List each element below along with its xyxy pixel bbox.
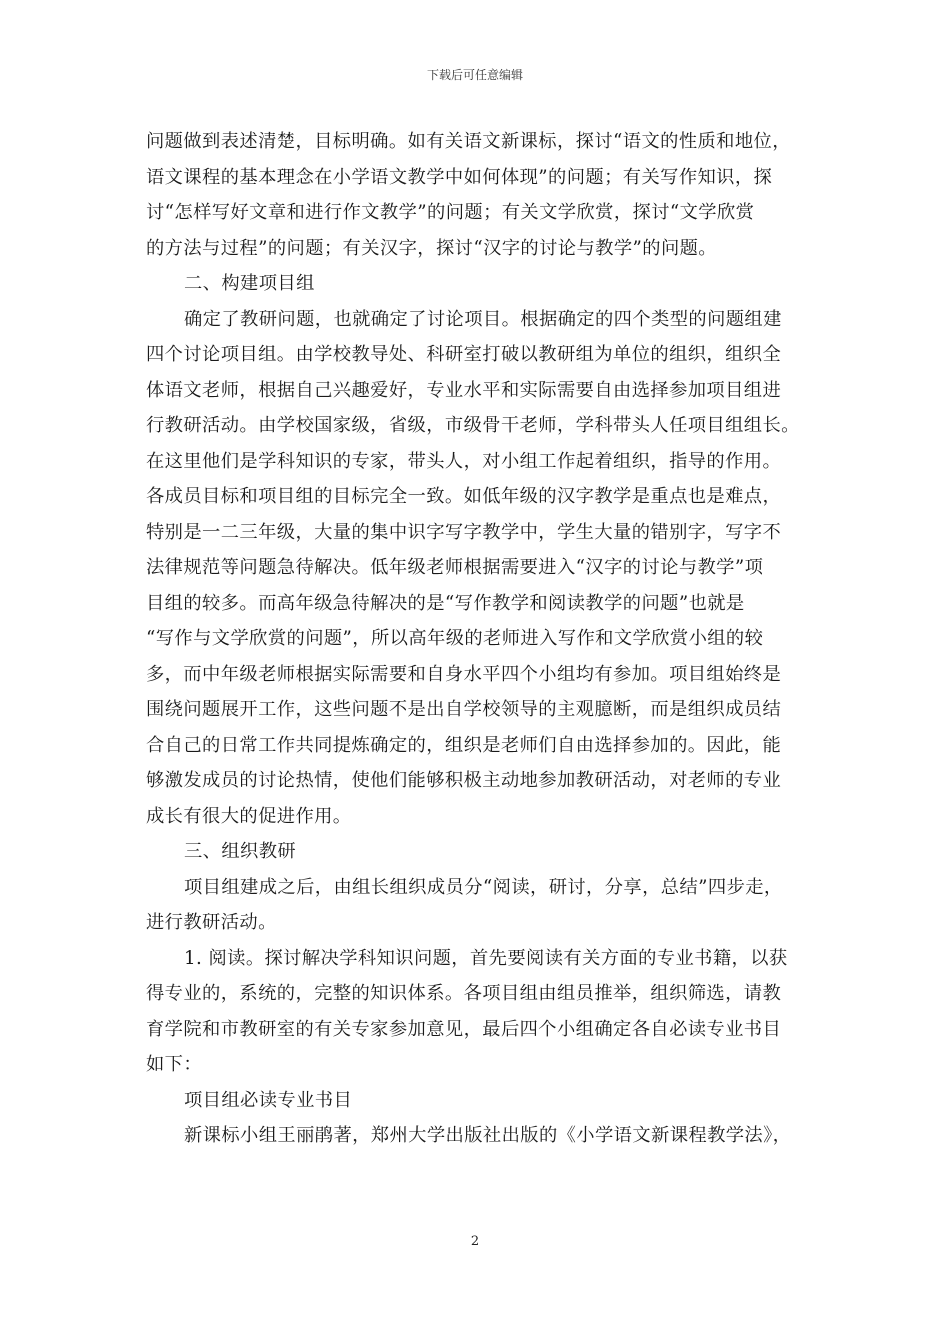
text-line: 目组的较多。而高年级急待解决的是“写作教学和阅读教学的问题”也就是 (146, 592, 745, 614)
text-line: 法律规范等问题急待解决。低年级老师根据需要进入“汉字的讨论与教学”项 (146, 557, 764, 578)
text-line: 合自己的日常工作共同提炼确定的，组织是老师们自由选择参加的。因此，能 (146, 734, 782, 756)
text-line: “写作与文学欣赏的问题”，所以高年级的老师进入写作和文学欣赏小组的较 (146, 628, 764, 649)
text-line: 进行教研活动。 (146, 912, 277, 933)
text-line: 在这里他们是学科知识的专家，带头人，对小组工作起着组织，指导的作用。 (146, 450, 782, 472)
text-line: 三、组织教研 (184, 841, 297, 862)
text-line: 四个讨论项目组。由学校教导处、科研室打破以教研组为单位的组织，组织全 (146, 344, 782, 365)
text-line: 围绕问题展开工作，这些问题不是出自学校领导的主观臆断，而是组织成员结 (146, 699, 782, 720)
text-line: 新课标小组王丽鹃著，郑州大学出版社出版的《小学语文新课程教学法》， (184, 1125, 792, 1146)
text-line: 语文课程的基本理念在小学语文教学中如何体现”的问题；有关写作知识，探 (146, 166, 773, 188)
text-line: 各成员目标和项目组的目标完全一致。如低年级的汉字教学是重点也是难点， (146, 486, 782, 507)
text-line: 多，而中年级老师根据实际需要和自身水平四个小组均有参加。项目组始终是 (146, 663, 782, 685)
text-line: 够激发成员的讨论热情，使他们能够积极主动地参加教研活动，对老师的专业 (146, 770, 782, 791)
document-body (146, 124, 812, 1154)
text-line: 行教研活动。由学校国家级，省级，市级骨干老师，学科带头人任项目组组长。 (146, 415, 800, 436)
page-header: 下载后可任意编辑 (426, 68, 523, 82)
text-line: 得专业的，系统的，完整的知识体系。各项目组由组员推举，组织筛选，请教 (146, 983, 782, 1004)
text-line: 的方法与过程”的问题；有关汉字，探讨“汉字的讨论与教学”的问题。 (146, 237, 717, 259)
text-line: 如下： (146, 1054, 203, 1075)
text-line: 1. 阅读。探讨解决学科知识问题，首先要阅读有关方面的专业书籍，以获 (184, 947, 788, 969)
text-line: 二、构建项目组 (184, 273, 315, 294)
text-line: 问题做到表述清楚，目标明确。如有关语文新课标，探讨“语文的性质和地位， (146, 131, 791, 152)
text-line: 确定了教研问题，也就确定了讨论项目。根据确定的四个类型的问题组建 (184, 308, 782, 330)
page-number: 2 (470, 1234, 480, 1249)
text-line: 育学院和市教研室的有关专家参加意见，最后四个小组确定各自必读专业书目 (146, 1018, 782, 1040)
text-line: 成长有很大的促进作用。 (146, 805, 352, 827)
text-line: 特别是一二三年级，大量的集中识字写字教学中，学生大量的错别字，写字不 (146, 521, 782, 543)
text-line: 讨“怎样写好文章和进行作文教学”的问题；有关文学欣赏，探讨“文学欣赏 (146, 202, 755, 223)
text-line: 项目组必读专业书目 (184, 1089, 353, 1111)
text-line: 项目组建成之后，由组长组织成员分“阅读，研讨，分享，总结”四步走， (184, 876, 783, 898)
text-line: 体语文老师，根据自己兴趣爱好，专业水平和实际需要自由选择参加项目组进 (146, 379, 782, 401)
